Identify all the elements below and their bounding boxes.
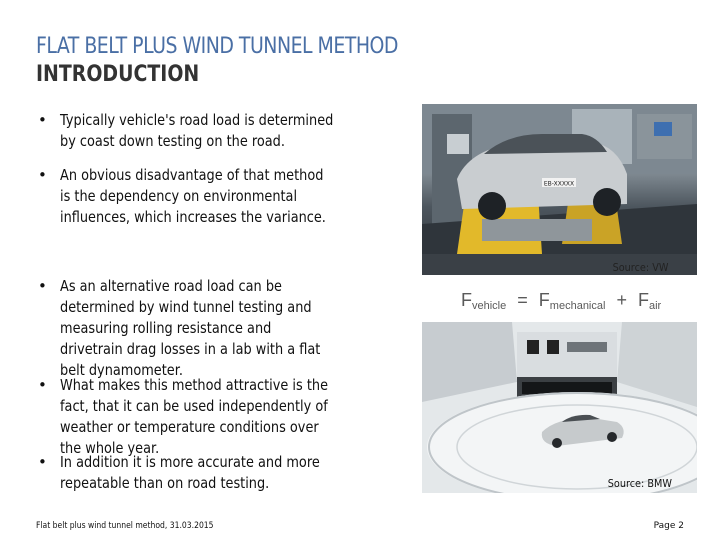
dyno-photo bbox=[422, 104, 697, 275]
formula-equals: = bbox=[517, 290, 528, 310]
bullet-marker: • bbox=[38, 111, 47, 129]
bullet-item bbox=[30, 165, 380, 228]
photo1-source-label: Source: VW bbox=[612, 261, 668, 274]
bullet-text: As an alternative road load can be determined by wind tunnel testing and measuring rolling resistance and drivetrain drag losses in a lab with a flat belt dynamometer. bbox=[60, 277, 321, 379]
license-plate-text: EB-XXXXX bbox=[543, 180, 575, 188]
formula-sub-vehicle: vehicle bbox=[472, 300, 507, 312]
footer-document-label: Flat belt plus wind tunnel method, 31.03.2015 bbox=[36, 521, 214, 531]
bullet-marker: • bbox=[38, 376, 47, 394]
formula-sub-air: air bbox=[648, 300, 662, 312]
footer-page-number: Page 2 bbox=[653, 521, 684, 531]
bullet-item bbox=[30, 375, 380, 459]
dyno-photo-illustration bbox=[422, 104, 697, 275]
bullet-text: In addition it is more accurate and more repeatable than on road testing. bbox=[60, 453, 320, 492]
wind-tunnel-illustration bbox=[422, 322, 697, 493]
bullet-item bbox=[30, 110, 380, 152]
slide-title bbox=[36, 33, 398, 89]
bullet-item bbox=[30, 276, 380, 381]
bullet-item bbox=[30, 452, 380, 494]
road-load-formula bbox=[461, 290, 661, 312]
formula-f1: F bbox=[461, 290, 472, 310]
formula-f3: F bbox=[637, 290, 649, 310]
title-line-1: FLAT BELT PLUS WIND TUNNEL METHOD bbox=[36, 34, 398, 59]
formula-plus: + bbox=[616, 290, 627, 310]
bullet-marker: • bbox=[38, 277, 47, 295]
bullet-marker: • bbox=[38, 166, 47, 184]
bullet-marker: • bbox=[38, 453, 47, 471]
bullet-text: An obvious disadvantage of that method is the dependency on environmental influences, which increases the variance. bbox=[60, 166, 326, 226]
bullet-text: What makes this method attractive is the fact, that it can be used independently of weather or temperature conditions over the whole year. bbox=[60, 376, 329, 457]
formula-f2: F bbox=[538, 290, 550, 310]
bullet-text: Typically vehicle's road load is determined by coast down testing on the road. bbox=[60, 111, 334, 150]
photo2-source-label: Source: BMW bbox=[607, 477, 672, 490]
title-line-2: INTRODUCTION bbox=[36, 62, 200, 87]
wind-tunnel-photo bbox=[422, 322, 697, 493]
formula-sub-mechanical: mechanical bbox=[549, 300, 606, 312]
